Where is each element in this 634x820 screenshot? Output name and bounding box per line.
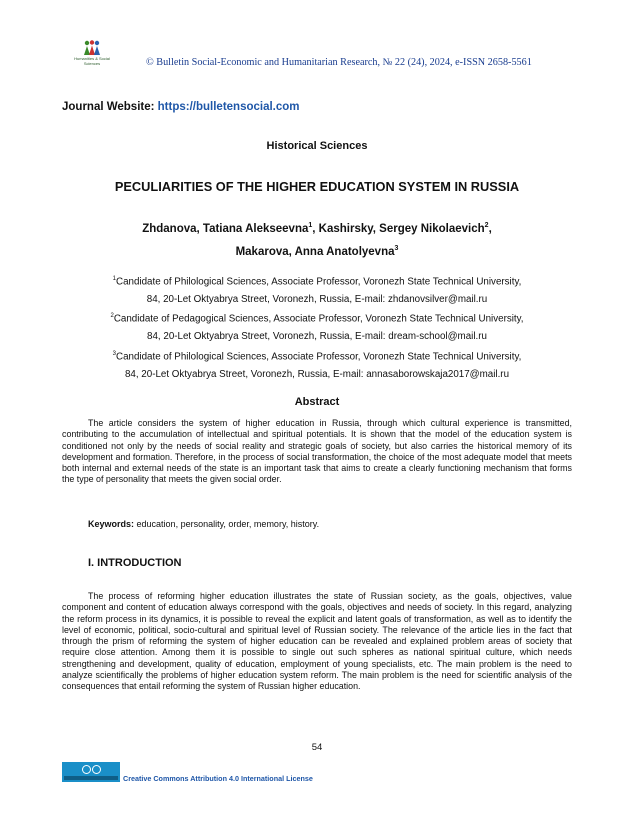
abstract-text: The article considers the system of higher education in Russia, through which cultural experience is transmitted, contributing to the accumulation of intellectual and spiritual potentials. It is shown that the model of the education system is conditioned not only by the needs of social reality and strategic goals of society, but also carries the historical memory of its development and formation. Therefore, in the process of social transformation, the choice of the most adequate model that meets both internal and external needs of the state is an important task that aims to create a clearly functioning mechanism that forms the type of personality that meets the given social order. [62, 418, 572, 485]
paper-title: PECULIARITIES OF THE HIGHER EDUCATION SYSTEM IN RUSSIA [114, 179, 520, 194]
logo-text-line1: Humanities & Social [74, 56, 110, 61]
author-superscript: 1 [308, 222, 313, 229]
cc-badge-bar [64, 776, 118, 780]
affiliation-line: $^3$Candidate of Philological Sciences, Associate Professor, Voronezh State Technical University, [112, 350, 522, 363]
introduction-text: The process of reforming higher education illustrates the state of Russian society, as the goals, objectives, value component and content of education always correspond with the goals, objectives and needs of society. In this regard, analyzing the reform process in its dynamics, it is possible to reveal the explicit and latent goals of transformation, as well as to identify the level of economic, political, socio-cultural and spiritual level of Russian society. The relevance of the article lies in the fact that through the prism of reforming the system of higher education can be revealed and explained problem areas of society that require close attention. Among them it is possible to single out such spheres as national spiritual culture, which needs strengthening and development, quality of education, employment of young specialists, etc. The main problem is the need to analyze scientifically the problems of higher education system reform. The main problem is the need for scientific analysis of the consequences that entail reforming the system of Russian higher education. [62, 591, 572, 692]
affiliation-line: 84, 20-Let Oktyabrya Street, Voronezh, Russia, E-mail: annasaborowskaja2017@mail.ru [124, 368, 510, 380]
journal-logo [62, 40, 122, 66]
affiliation-line: 84, 20-Let Oktyabrya Street, Voronezh, Russia, E-mail: dream-school@mail.ru [147, 331, 487, 343]
author-superscript: 2 [484, 222, 489, 229]
affiliation-line: $^2$Candidate of Pedagogical Sciences, Associate Professor, Voronezh State Technical University, [110, 313, 524, 325]
journal-website-label: Journal Website: [62, 101, 155, 113]
author-name: Zhdanova, Tatiana Alekseevna [142, 222, 309, 235]
logo-text-line2: Sciences [83, 61, 101, 66]
journal-website-link[interactable]: https://bulletensocial.com [157, 101, 300, 113]
keywords-label: Keywords: [88, 519, 135, 529]
author-list [0, 216, 634, 262]
by-icon [92, 765, 101, 774]
author-name: Makarova, Anna Anatolyevna [235, 245, 395, 258]
introduction-heading: I. INTRODUCTION [88, 557, 182, 569]
keywords-text: education, personality, order, memory, history. [136, 519, 320, 529]
affiliation-superscript: 3 [112, 350, 116, 357]
author-name: Kashirsky, Sergey Nikolaevich [318, 222, 485, 235]
affiliation-line: 84, 20-Let Oktyabrya Street, Voronezh, Russia, E-mail: zhdanovsilver@mail.ru [146, 293, 488, 305]
affiliation-superscript: 2 [110, 313, 114, 320]
citation-header: © Bulletin Social-Economic and Humanitarian Research, № 22 (24), 2024, e-ISSN 2658-5561 [146, 57, 532, 68]
introduction-body [62, 591, 572, 693]
abstract-body [62, 418, 572, 486]
cc-license-badge[interactable] [62, 762, 120, 782]
journal-website [62, 101, 300, 113]
license-text[interactable]: Creative Commons Attribution 4.0 International License [123, 774, 313, 783]
affiliations [0, 271, 634, 383]
author-superscript: 3 [394, 244, 399, 252]
author-line-1: Zhdanova, Tatiana Alekseevna$^1$, Kashirsky, Sergey Nikolaevich$^2$, [142, 222, 492, 235]
page-number: 54 [311, 742, 323, 753]
cc-icon [82, 765, 91, 774]
section-heading: Historical Sciences [266, 140, 368, 152]
people-logo-icon [81, 40, 103, 56]
affiliation-superscript: 1 [112, 276, 116, 282]
author-line-2 [0, 239, 634, 262]
affiliation-line: $^1$Candidate of Philological Sciences, Associate Professor, Voronezh State Technical University, [112, 276, 522, 288]
keywords [88, 519, 319, 529]
abstract-heading: Abstract [294, 396, 340, 408]
